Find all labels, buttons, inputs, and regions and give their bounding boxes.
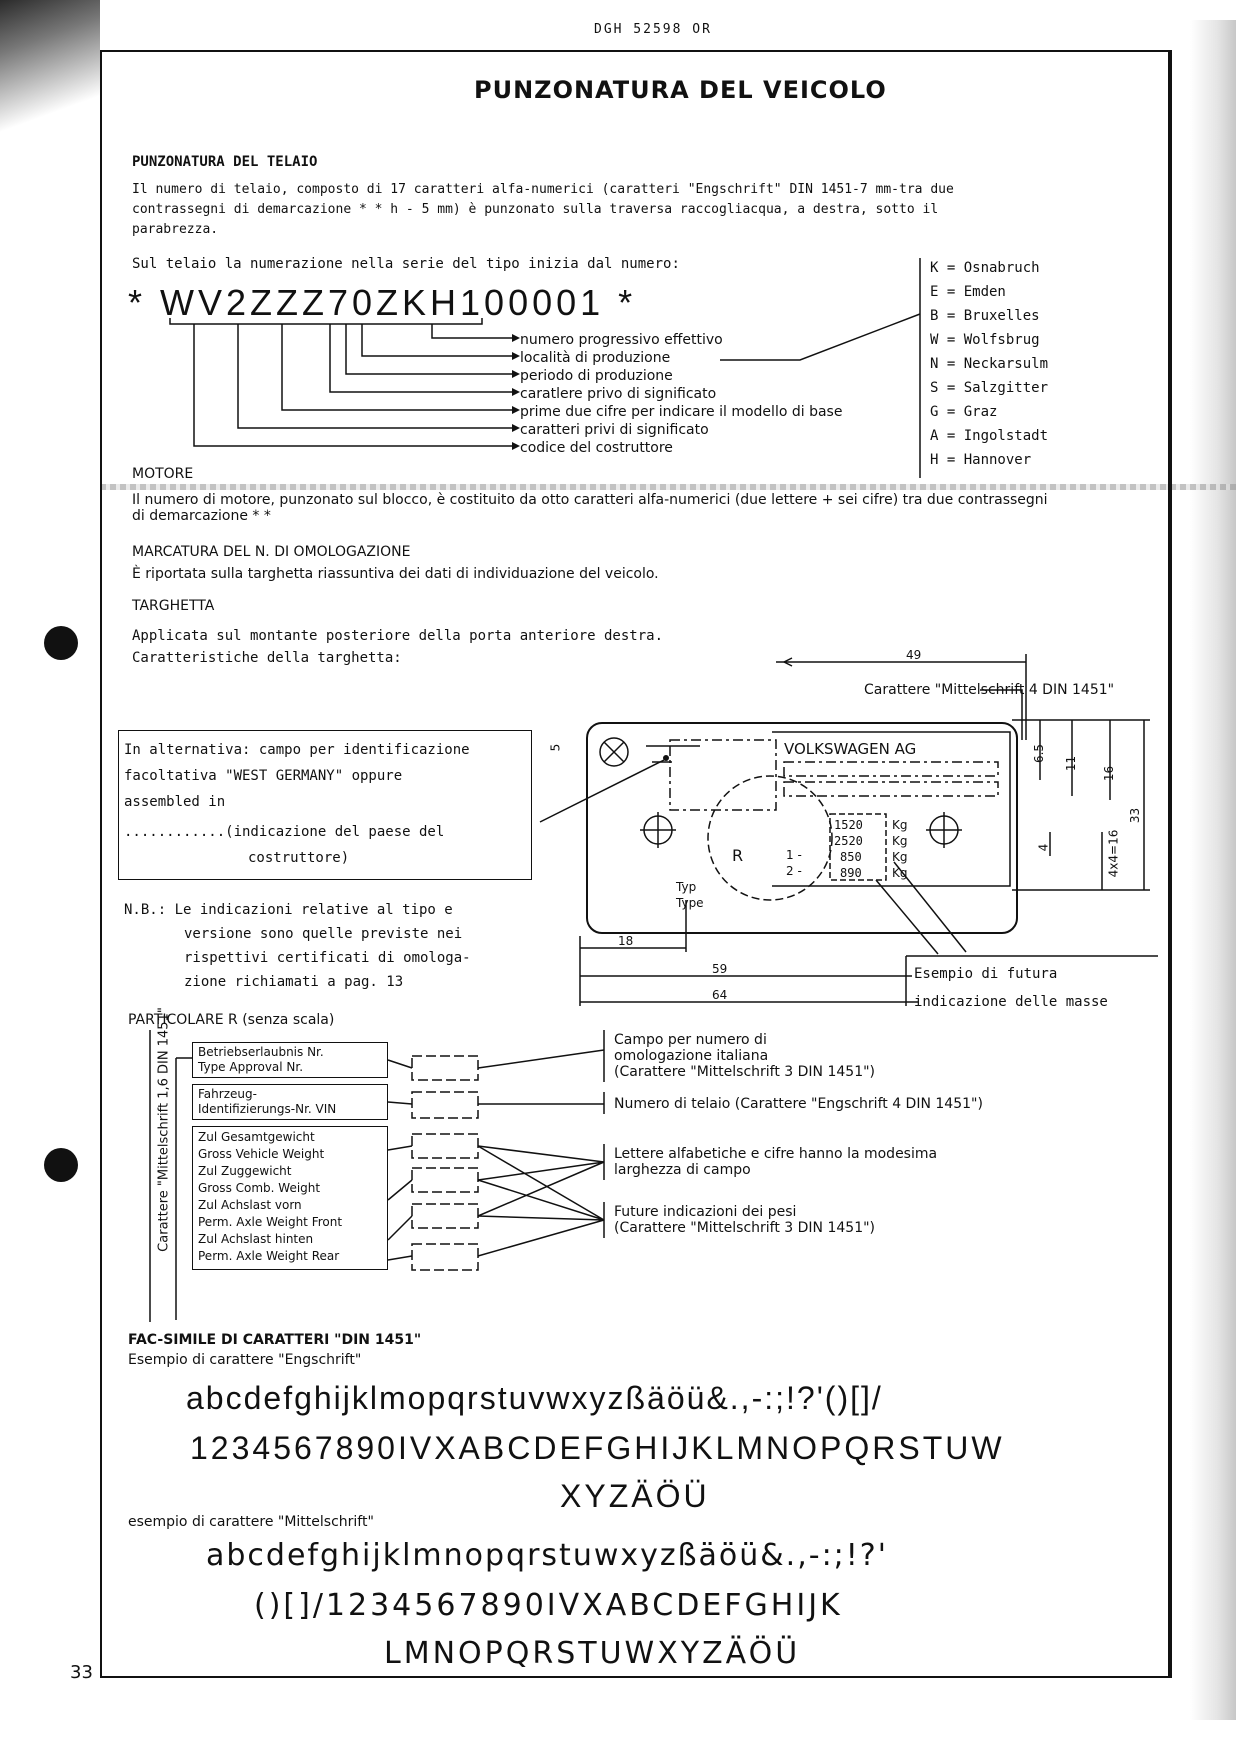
- kg-2: Kg: [892, 834, 908, 848]
- future-line-1: Esempio di futura: [914, 966, 1058, 982]
- vin-label-4: caratlere privo di significato: [520, 386, 717, 402]
- plant-W: W = Wolfsbrug: [930, 332, 1040, 348]
- dim-18: 18: [618, 934, 634, 948]
- weights-line-1: Zul Gesamtgewicht: [198, 1130, 315, 1144]
- plate-char-label: Carattere "Mittelschrift 4 DIN 1451": [864, 682, 1115, 698]
- vin-label-5: prime due cifre per indicare il modello di base: [520, 404, 843, 420]
- omologazione-heading: MARCATURA DEL N. DI OMOLOGAZIONE: [132, 544, 411, 560]
- targhetta-line-1: Applicata sul montante posteriore della porta anteriore destra.: [132, 628, 664, 644]
- note-1-line-2: omologazione italiana: [614, 1048, 769, 1064]
- plant-N: N = Neckarsulm: [930, 356, 1049, 372]
- telaio-para-3: parabrezza.: [132, 222, 219, 237]
- weight-4: 890: [840, 866, 862, 880]
- mit-line-3: LMNOPQRSTUWXYZÄÖÜ: [384, 1636, 801, 1671]
- plate-type: Type: [676, 896, 704, 910]
- plant-E: E = Emden: [930, 284, 1006, 300]
- nb-line-3: rispettivi certificati di omologa-: [184, 950, 471, 966]
- series-intro: Sul telaio la numerazione nella serie del tipo inizia dal numero:: [132, 256, 680, 272]
- box-vin-1: Fahrzeug-: [198, 1087, 257, 1101]
- weight-1: 1520: [834, 818, 863, 832]
- weights-line-4: Gross Comb. Weight: [198, 1181, 321, 1195]
- vin-label-3: periodo di produzione: [520, 368, 673, 384]
- note-2: Numero di telaio (Carattere "Engschrift 4 DIN 1451"): [614, 1096, 983, 1112]
- targhetta-heading: TARGHETTA: [132, 598, 215, 614]
- targhetta-line-2: Caratteristiche della targhetta:: [132, 650, 402, 666]
- dim-6-5: 6.5: [1032, 743, 1047, 764]
- plant-S: S = Salzgitter: [930, 380, 1049, 396]
- eng-line-3: XYZÄÖÜ: [560, 1478, 710, 1514]
- dim-5: 5: [548, 743, 563, 752]
- eng-label: Esempio di carattere "Engschrift": [128, 1352, 362, 1368]
- mit-line-2: ()[]/1234567890IVXABCDEFGHIJK: [254, 1588, 843, 1623]
- vin-label-6: caratteri privi di significato: [520, 422, 709, 438]
- telaio-heading: PUNZONATURA DEL TELAIO: [132, 154, 318, 170]
- box-approval-1: Betriebserlaubnis Nr.: [198, 1045, 324, 1059]
- weight-3: 850: [840, 850, 862, 864]
- weights-line-2: Gross Vehicle Weight: [198, 1147, 325, 1161]
- page-number: 33: [70, 1662, 93, 1683]
- omologazione-text: È riportata sulla targhetta riassuntiva dei dati di individuazione del veicolo.: [132, 566, 659, 582]
- note-4-line-2: (Carattere "Mittelschrift 3 DIN 1451"): [614, 1220, 875, 1236]
- facsimile-heading: FAC-SIMILE DI CARATTERI "DIN 1451": [128, 1332, 422, 1348]
- plant-A: A = Ingolstadt: [930, 428, 1049, 444]
- motore-line-2: di demarcazione * *: [132, 508, 271, 524]
- alt-line-3: assembled in: [124, 794, 226, 810]
- weights-line-6: Perm. Axle Weight Front: [198, 1215, 343, 1229]
- motore-heading: MOTORE: [132, 466, 194, 482]
- plate-maker: VOLKSWAGEN AG: [784, 740, 917, 758]
- alt-line-2: facoltativa "WEST GERMANY" oppure: [124, 768, 403, 784]
- eng-line-1: abcdefghijklmopqrstuvwxyzßäöü&.,-:;!?'()[]/: [186, 1380, 883, 1416]
- dim-49: 49: [906, 648, 922, 662]
- weight-2: 2520: [834, 834, 863, 848]
- axle-mark-1: 1 -: [786, 848, 802, 862]
- plant-G: G = Graz: [930, 404, 998, 420]
- future-line-2: indicazione delle masse: [914, 994, 1108, 1010]
- nb-line-2: versione sono quelle previste nei: [184, 926, 463, 942]
- weights-line-8: Perm. Axle Weight Rear: [198, 1249, 340, 1263]
- axle-mark-2: 2 -: [786, 864, 802, 878]
- header-code: DGH 52598 OR: [594, 22, 712, 37]
- telaio-para-1: Il numero di telaio, composto di 17 caratteri alfa-numerici (caratteri "Engschrift" DIN 1451-7 mm-tra due: [132, 182, 954, 197]
- vin-label-2: località di produzione: [520, 350, 671, 366]
- dim-11: 11: [1064, 755, 1079, 772]
- kg-3: Kg: [892, 850, 908, 864]
- plant-H: H = Hannover: [930, 452, 1032, 468]
- box-vin-2: Identifizierungs-Nr. VIN: [198, 1102, 337, 1116]
- dim-64: 64: [712, 988, 728, 1002]
- mit-line-1: abcdefghijklmnopqrstuwxyzßäöü&.,-:;!?': [206, 1538, 888, 1573]
- plate-typ: Typ: [676, 880, 697, 894]
- alt-line-4: ............(indicazione del paese del: [124, 824, 445, 840]
- dim-59: 59: [712, 962, 728, 976]
- note-4-line-1: Future indicazioni dei pesi: [614, 1204, 797, 1220]
- dim-4x4: 4x4=16: [1106, 829, 1121, 878]
- alt-line-5: costruttore): [248, 850, 350, 866]
- weights-line-5: Zul Achslast vorn: [198, 1198, 302, 1212]
- dim-16: 16: [1102, 765, 1117, 782]
- telaio-para-2: contrassegni di demarcazione * * h - 5 mm) è punzonato sulla traversa raccogliacqua, a destra, sotto il: [132, 202, 939, 217]
- box-approval-2: Type Approval Nr.: [198, 1060, 304, 1074]
- vin-label-7: codice del costruttore: [520, 440, 673, 456]
- vin-label-1: numero progressivo effettivo: [520, 332, 723, 348]
- nb-line-1: N.B.: Le indicazioni relative al tipo e: [124, 902, 453, 918]
- dim-33: 33: [1128, 807, 1143, 824]
- note-3-line-2: larghezza di campo: [614, 1162, 751, 1178]
- vertical-char-label: Carattere "Mittelschrift 1,6 DIN 1451": [156, 1007, 172, 1252]
- eng-line-2: 1234567890IVXABCDEFGHIJKLMNOPQRSTUW: [190, 1430, 1005, 1466]
- nb-line-4: zione richiamati a pag. 13: [184, 974, 404, 990]
- page-title: PUNZONATURA DEL VEICOLO: [474, 76, 887, 104]
- particolare-heading: PARTICOLARE R (senza scala): [128, 1012, 335, 1028]
- weights-line-3: Zul Zuggewicht: [198, 1164, 292, 1178]
- vin-example: * WV2ZZZ70ZKH100001 *: [128, 282, 637, 323]
- kg-4: Kg: [892, 866, 908, 880]
- weights-line-7: Zul Achslast hinten: [198, 1232, 314, 1246]
- motore-line-1: Il numero di motore, punzonato sul blocco, è costituito da otto caratteri alfa-numerici (due lettere + sei cifre) tra due contrassegni: [132, 492, 1048, 508]
- alt-line-1: In alternativa: campo per identificazione: [124, 742, 470, 758]
- note-1-line-1: Campo per numero di: [614, 1032, 767, 1048]
- kg-1: Kg: [892, 818, 908, 832]
- dim-4: 4: [1036, 843, 1051, 852]
- note-1-line-3: (Carattere "Mittelschrift 3 DIN 1451"): [614, 1064, 875, 1080]
- note-3-line-1: Lettere alfabetiche e cifre hanno la modesima: [614, 1146, 938, 1162]
- plant-K: K = Osnabruch: [930, 260, 1040, 276]
- mit-label: esempio di carattere "Mittelschrift": [128, 1514, 374, 1530]
- plant-B: B = Bruxelles: [930, 308, 1040, 324]
- plate-r-label: R: [732, 846, 744, 865]
